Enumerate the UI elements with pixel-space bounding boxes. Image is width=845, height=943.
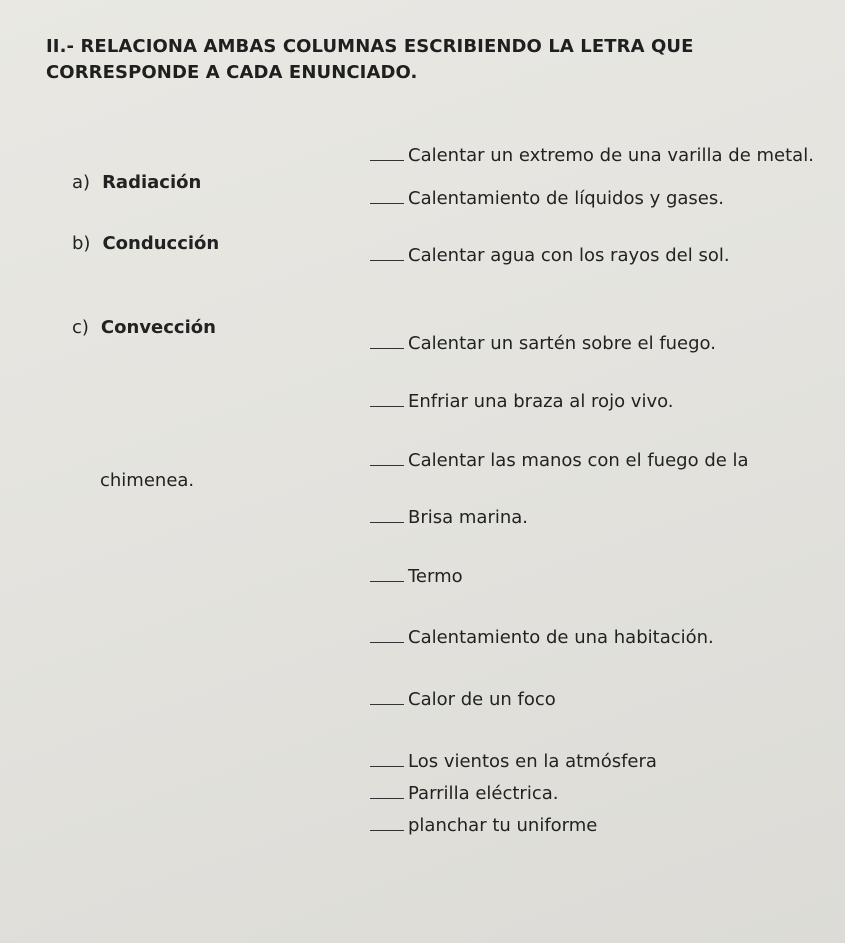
statement-text: Calentar un sartén sobre el fuego. (408, 333, 716, 354)
statement-text: planchar tu uniforme (408, 815, 598, 836)
instructions-heading: II.- RELACIONA AMBAS COLUMNAS ESCRIBIENDO LA LETRA QUE CORRESPONDE A CADA ENUNCIADO. (46, 36, 694, 83)
statement-text: Calentar las manos con el fuego de la (408, 450, 749, 471)
option-b (72, 233, 219, 254)
answer-blank[interactable] (370, 159, 404, 161)
statement-item (370, 333, 716, 354)
option-a (72, 172, 201, 193)
answer-blank[interactable] (370, 765, 404, 767)
option-c (72, 317, 216, 338)
statement-item (370, 566, 463, 587)
statement-text: Parrilla eléctrica. (408, 783, 559, 804)
statement-text: Calentamiento de líquidos y gases. (408, 188, 724, 209)
answer-blank[interactable] (370, 464, 404, 466)
statement-text: Termo (408, 566, 463, 587)
answer-blank[interactable] (370, 405, 404, 407)
statement-text: Calentar agua con los rayos del sol. (408, 245, 730, 266)
option-label: Radiación (102, 172, 202, 193)
statement-item (370, 245, 730, 266)
statement-text: Brisa marina. (408, 507, 529, 528)
statement-text: Calentar un extremo de una varilla de metal. (408, 145, 814, 166)
statement-item (370, 627, 714, 648)
answer-blank[interactable] (370, 202, 404, 204)
statement-item (370, 450, 749, 471)
statement-item (370, 188, 724, 209)
statement-continuation: chimenea. (100, 470, 195, 491)
option-label: Convección (100, 317, 216, 338)
statement-item (370, 145, 814, 166)
option-label: Conducción (102, 233, 220, 254)
option-letter: c) (72, 317, 89, 338)
answer-blank[interactable] (370, 797, 404, 799)
answer-blank[interactable] (370, 641, 404, 643)
answer-blank[interactable] (370, 521, 404, 523)
statement-item (370, 391, 674, 412)
statement-text: Los vientos en la atmósfera (408, 751, 657, 772)
statement-item (370, 815, 597, 836)
option-letter: a) (72, 172, 91, 193)
answer-blank[interactable] (370, 703, 404, 705)
answer-blank[interactable] (370, 347, 404, 349)
answer-blank[interactable] (370, 259, 404, 261)
statement-item (370, 689, 556, 710)
statement-text: Calor de un foco (408, 689, 556, 710)
statement-item (370, 751, 657, 772)
option-letter: b) (72, 233, 91, 254)
answer-blank[interactable] (370, 829, 404, 831)
statement-text: Enfriar una braza al rojo vivo. (408, 391, 674, 412)
statement-item (370, 783, 558, 804)
statement-text: Calentamiento de una habitación. (408, 627, 714, 648)
answer-blank[interactable] (370, 580, 404, 582)
statement-item (370, 507, 528, 528)
